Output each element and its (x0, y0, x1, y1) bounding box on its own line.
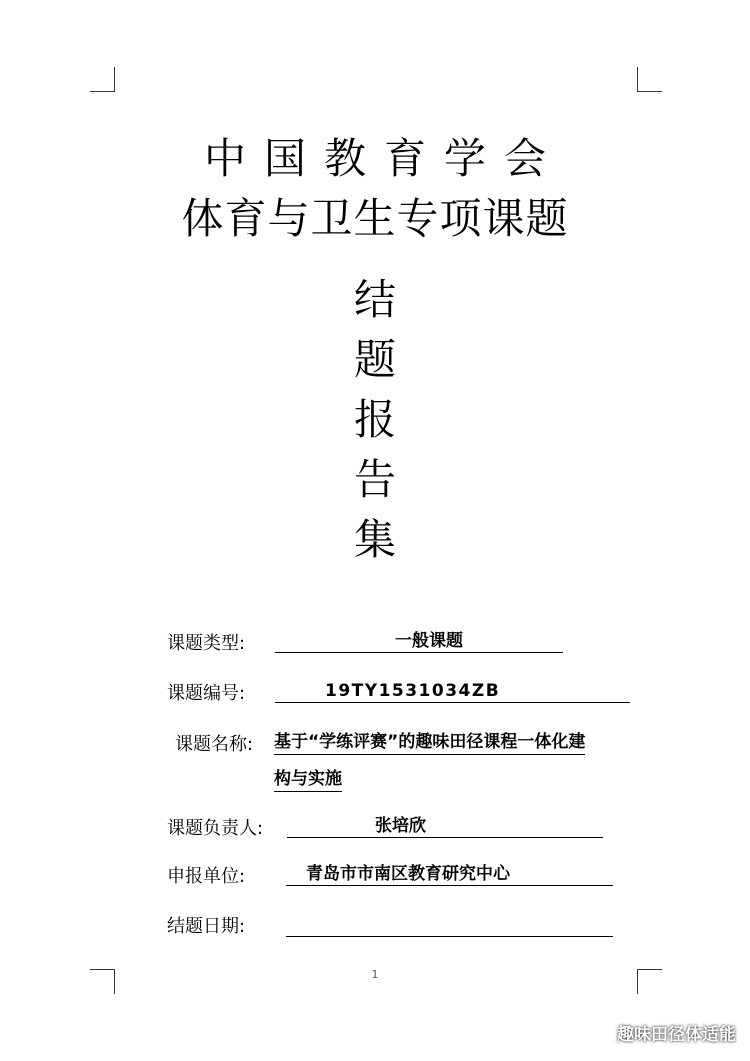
project-name-value-line1: 基于“学练评赛”的趣味田径课程一体化建 (274, 730, 585, 755)
vertical-report-title (350, 270, 400, 570)
project-type-label: 课题类型: (167, 633, 246, 654)
watermark (589, 1020, 736, 1045)
project-leader-value: 张培欣 (287, 814, 603, 838)
applying-unit-value: 青岛市市南区教育研究中心 (286, 862, 613, 886)
page-number: 1 (371, 968, 379, 981)
project-type-value: 一般课题 (275, 629, 563, 653)
vertical-title-char: 结 (353, 275, 396, 324)
vertical-title-char: 集 (353, 515, 396, 564)
completion-date-label: 结题日期: (167, 916, 246, 937)
project-number-value: 19TY1531034ZB (275, 679, 630, 703)
wechat-icon (589, 1024, 611, 1042)
project-leader-label: 课题负责人: (167, 818, 264, 839)
project-name-value-line2: 构与实施 (274, 767, 342, 792)
title-project-category: 体育与卫生专项课题 (181, 194, 569, 243)
vertical-title-char: 报 (353, 395, 396, 444)
vertical-title-char: 题 (353, 335, 396, 384)
completion-date-value (286, 912, 613, 937)
project-number-label: 课题编号: (167, 683, 246, 704)
crop-mark-top-right (637, 67, 662, 92)
project-name-label: 课题名称: (175, 734, 254, 755)
watermark-text: 趣味田径体适能 (617, 1025, 736, 1045)
vertical-title-char: 告 (353, 455, 396, 504)
title-organization: 中国教育学会 (203, 134, 564, 183)
crop-mark-top-left (90, 67, 115, 92)
applying-unit-label: 申报单位: (167, 866, 246, 887)
